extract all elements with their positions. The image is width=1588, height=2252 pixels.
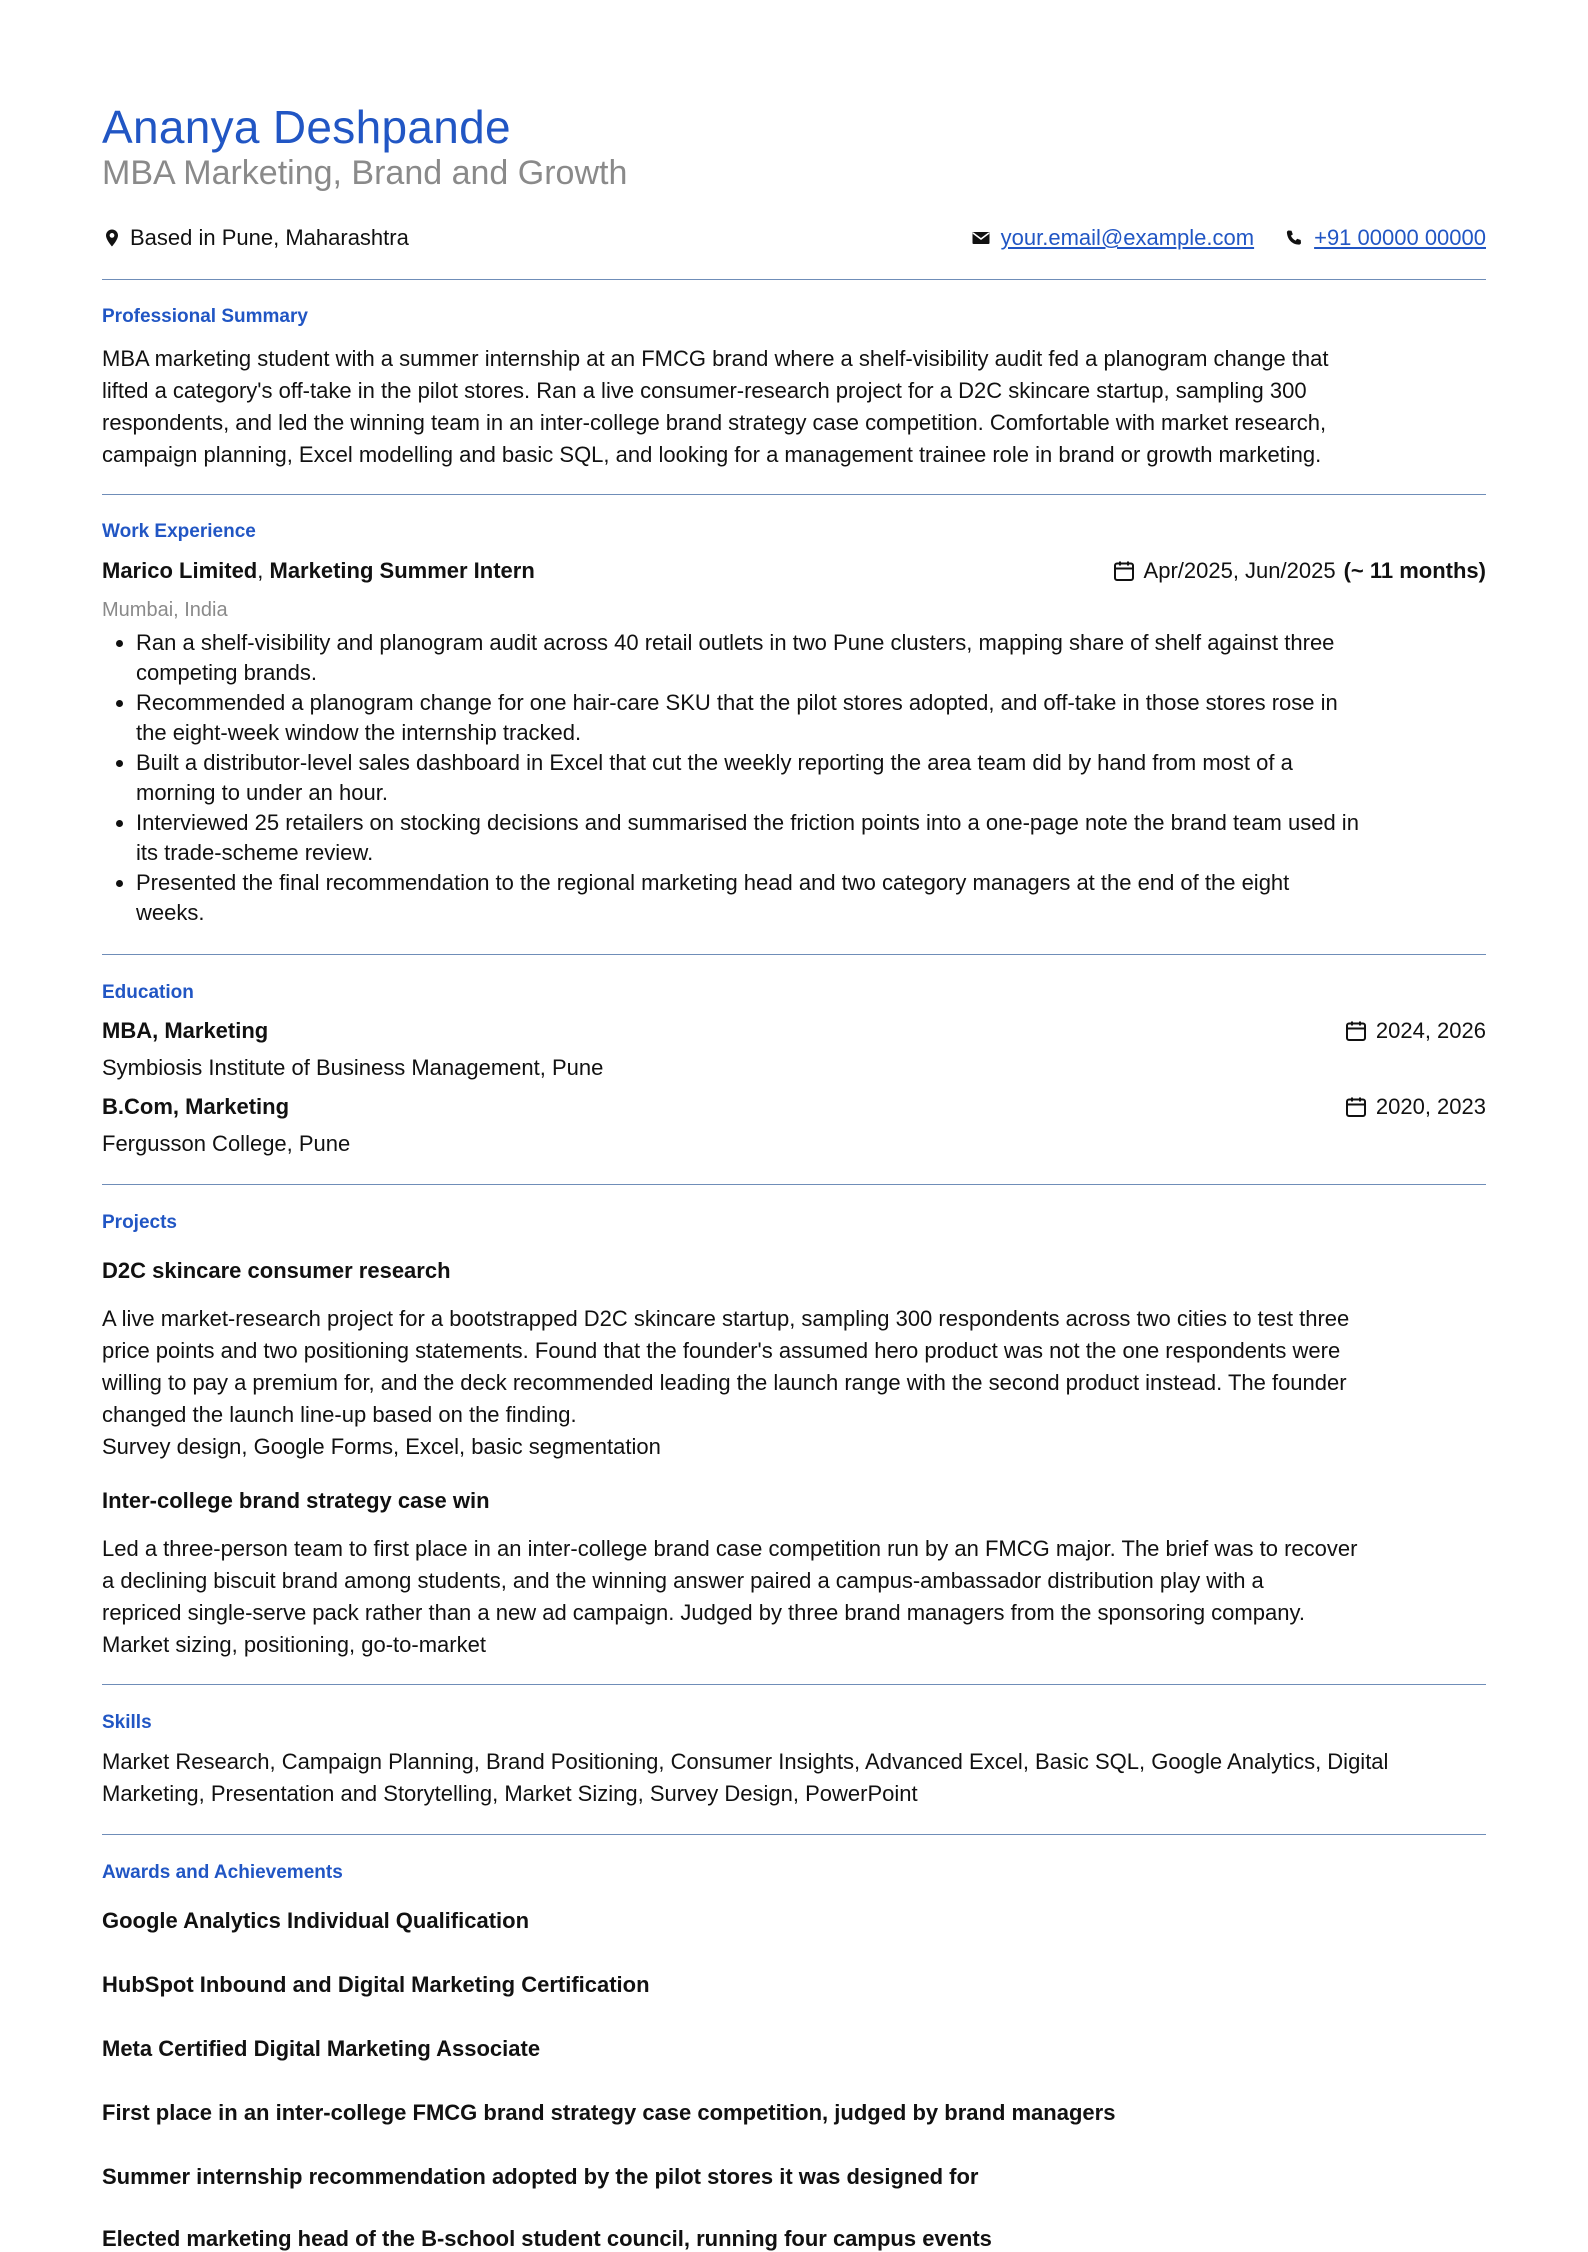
bullet-line: its trade-scheme review. bbox=[136, 840, 374, 865]
education-item bbox=[102, 1016, 1486, 1046]
project-line: changed the launch line-up based on the finding. bbox=[102, 1402, 577, 1427]
divider bbox=[102, 494, 1486, 495]
education-item bbox=[102, 1092, 1486, 1122]
education-heading: Education bbox=[102, 982, 194, 1003]
divider bbox=[102, 1834, 1486, 1835]
phone-link[interactable]: +91 00000 00000 bbox=[1314, 225, 1486, 250]
bullet-line: weeks. bbox=[136, 900, 205, 925]
map-pin-icon bbox=[102, 228, 122, 248]
bullet-line: morning to under an hour. bbox=[136, 780, 388, 805]
location-text: Based in Pune, Maharashtra bbox=[130, 225, 409, 250]
project-line: a declining biscuit brand among students, and the winning answer paired a campus-ambassador distribution play with a bbox=[102, 1568, 1264, 1593]
candidate-name: Ananya Deshpande bbox=[102, 101, 511, 153]
skills-line: Market Research, Campaign Planning, Brand Positioning, Consumer Insights, Advanced Excel, Basic SQL, Google Analytics, Digital bbox=[102, 1749, 1389, 1774]
project-tools: Survey design, Google Forms, Excel, basic segmentation bbox=[102, 1434, 661, 1459]
phone-icon bbox=[1284, 228, 1304, 248]
awards-heading: Awards and Achievements bbox=[102, 1862, 343, 1883]
education-dates bbox=[1344, 1094, 1486, 1120]
project-description bbox=[102, 1533, 1486, 1661]
award-item: Elected marketing head of the B-school student council, running four campus events bbox=[102, 2226, 992, 2251]
education-dates bbox=[1344, 1018, 1486, 1044]
summary-line: respondents, and led the winning team in an inter-college brand strategy case competition. Comfortable with market research, bbox=[102, 410, 1327, 435]
skills-heading: Skills bbox=[102, 1712, 152, 1733]
date-range: 2024, 2026 bbox=[1375, 1018, 1486, 1043]
list-item bbox=[136, 748, 1486, 808]
bullet-line: Ran a shelf-visibility and planogram audit across 40 retail outlets in two Pune clusters, mapping share of shelf against three bbox=[136, 630, 1335, 655]
calendar-icon bbox=[1344, 1019, 1368, 1043]
project-line: willing to pay a premium for, and the deck recommended leading the launch range with the second product instead. The founder bbox=[102, 1370, 1347, 1395]
calendar-icon bbox=[1344, 1095, 1368, 1119]
calendar-icon bbox=[1112, 559, 1136, 583]
project-description bbox=[102, 1303, 1486, 1463]
list-item bbox=[136, 868, 1486, 928]
projects-heading: Projects bbox=[102, 1212, 177, 1233]
divider bbox=[102, 1684, 1486, 1685]
summary-line: MBA marketing student with a summer internship at an FMCG brand where a shelf-visibility audit fed a planogram change that bbox=[102, 346, 1329, 371]
project-tools: Market sizing, positioning, go-to-market bbox=[102, 1632, 486, 1657]
summary-heading: Professional Summary bbox=[102, 306, 308, 327]
candidate-headline: MBA Marketing, Brand and Growth bbox=[102, 154, 628, 192]
job-dates bbox=[1112, 558, 1486, 584]
location bbox=[102, 225, 409, 251]
summary-line: campaign planning, Excel modelling and basic SQL, and looking for a management trainee role in brand or growth marketing. bbox=[102, 442, 1322, 467]
award-item: Meta Certified Digital Marketing Associate bbox=[102, 2036, 541, 2061]
email-link[interactable]: your.email@example.com bbox=[1000, 225, 1255, 250]
date-range: 2020, 2023 bbox=[1375, 1094, 1486, 1119]
bullet-line: the eight-week window the internship tracked. bbox=[136, 720, 582, 745]
skills-list bbox=[102, 1746, 1486, 1810]
job-separator: , bbox=[257, 558, 264, 583]
degree: B.Com, Marketing bbox=[102, 1094, 290, 1119]
project-line: A live market-research project for a bootstrapped D2C skincare startup, sampling 300 respondents across two cities to test three bbox=[102, 1306, 1350, 1331]
job-duration: (~ 11 months) bbox=[1343, 558, 1486, 583]
bullet-line: Presented the final recommendation to the regional marketing head and two category managers at the end of the eight bbox=[136, 870, 1290, 895]
bullet-line: competing brands. bbox=[136, 660, 317, 685]
company-name: Marico Limited bbox=[102, 558, 258, 583]
school-name: Fergusson College, Pune bbox=[102, 1131, 351, 1156]
bullet-line: Interviewed 25 retailers on stocking decisions and summarised the friction points into a one-page note the brand team used in bbox=[136, 810, 1359, 835]
summary-line: lifted a category's off-take in the pilot stores. Ran a live consumer-research project for a D2C skincare startup, sampling 300 bbox=[102, 378, 1307, 403]
list-item bbox=[136, 688, 1486, 748]
work-heading: Work Experience bbox=[102, 521, 256, 542]
award-item: Summer internship recommendation adopted by the pilot stores it was designed for bbox=[102, 2164, 979, 2189]
project-line: Led a three-person team to first place in an inter-college brand case competition run by an FMCG major. The brief was to recover bbox=[102, 1536, 1358, 1561]
bullet-line: Built a distributor-level sales dashboard in Excel that cut the weekly reporting the area team did by hand from most of a bbox=[136, 750, 1293, 775]
school-name: Symbiosis Institute of Business Management, Pune bbox=[102, 1055, 604, 1080]
list-item bbox=[136, 808, 1486, 868]
phone-contact bbox=[1284, 225, 1486, 251]
degree: MBA, Marketing bbox=[102, 1018, 269, 1043]
award-item: HubSpot Inbound and Digital Marketing Certification bbox=[102, 1972, 650, 1997]
envelope-icon bbox=[971, 228, 991, 248]
award-item: Google Analytics Individual Qualification bbox=[102, 1908, 530, 1933]
summary-text bbox=[102, 343, 1486, 471]
job-location: Mumbai, India bbox=[102, 599, 228, 621]
contact-row bbox=[102, 222, 1486, 254]
project-name: D2C skincare consumer research bbox=[102, 1258, 451, 1283]
job-date-range: Apr/2025, Jun/2025 bbox=[1143, 558, 1336, 583]
job-header bbox=[102, 556, 1486, 586]
list-item bbox=[136, 628, 1486, 688]
divider bbox=[102, 954, 1486, 955]
project-line: price points and two positioning statements. Found that the founder's assumed hero product was not the one respondents were bbox=[102, 1338, 1341, 1363]
contact-links bbox=[971, 225, 1486, 251]
email-contact bbox=[971, 225, 1254, 251]
job-title-line bbox=[102, 558, 535, 584]
divider bbox=[102, 279, 1486, 280]
project-line: repriced single-serve pack rather than a new ad campaign. Judged by three brand managers from the sponsoring company. bbox=[102, 1600, 1305, 1625]
bullet-line: Recommended a planogram change for one hair-care SKU that the pilot stores adopted, and off-take in those stores rose in bbox=[136, 690, 1338, 715]
job-bullets bbox=[102, 628, 1486, 928]
skills-line: Marketing, Presentation and Storytelling, Market Sizing, Survey Design, PowerPoint bbox=[102, 1781, 918, 1806]
job-role: Marketing Summer Intern bbox=[269, 558, 535, 583]
project-name: Inter-college brand strategy case win bbox=[102, 1488, 490, 1513]
award-item: First place in an inter-college FMCG brand strategy case competition, judged by brand managers bbox=[102, 2100, 1116, 2125]
divider bbox=[102, 1184, 1486, 1185]
